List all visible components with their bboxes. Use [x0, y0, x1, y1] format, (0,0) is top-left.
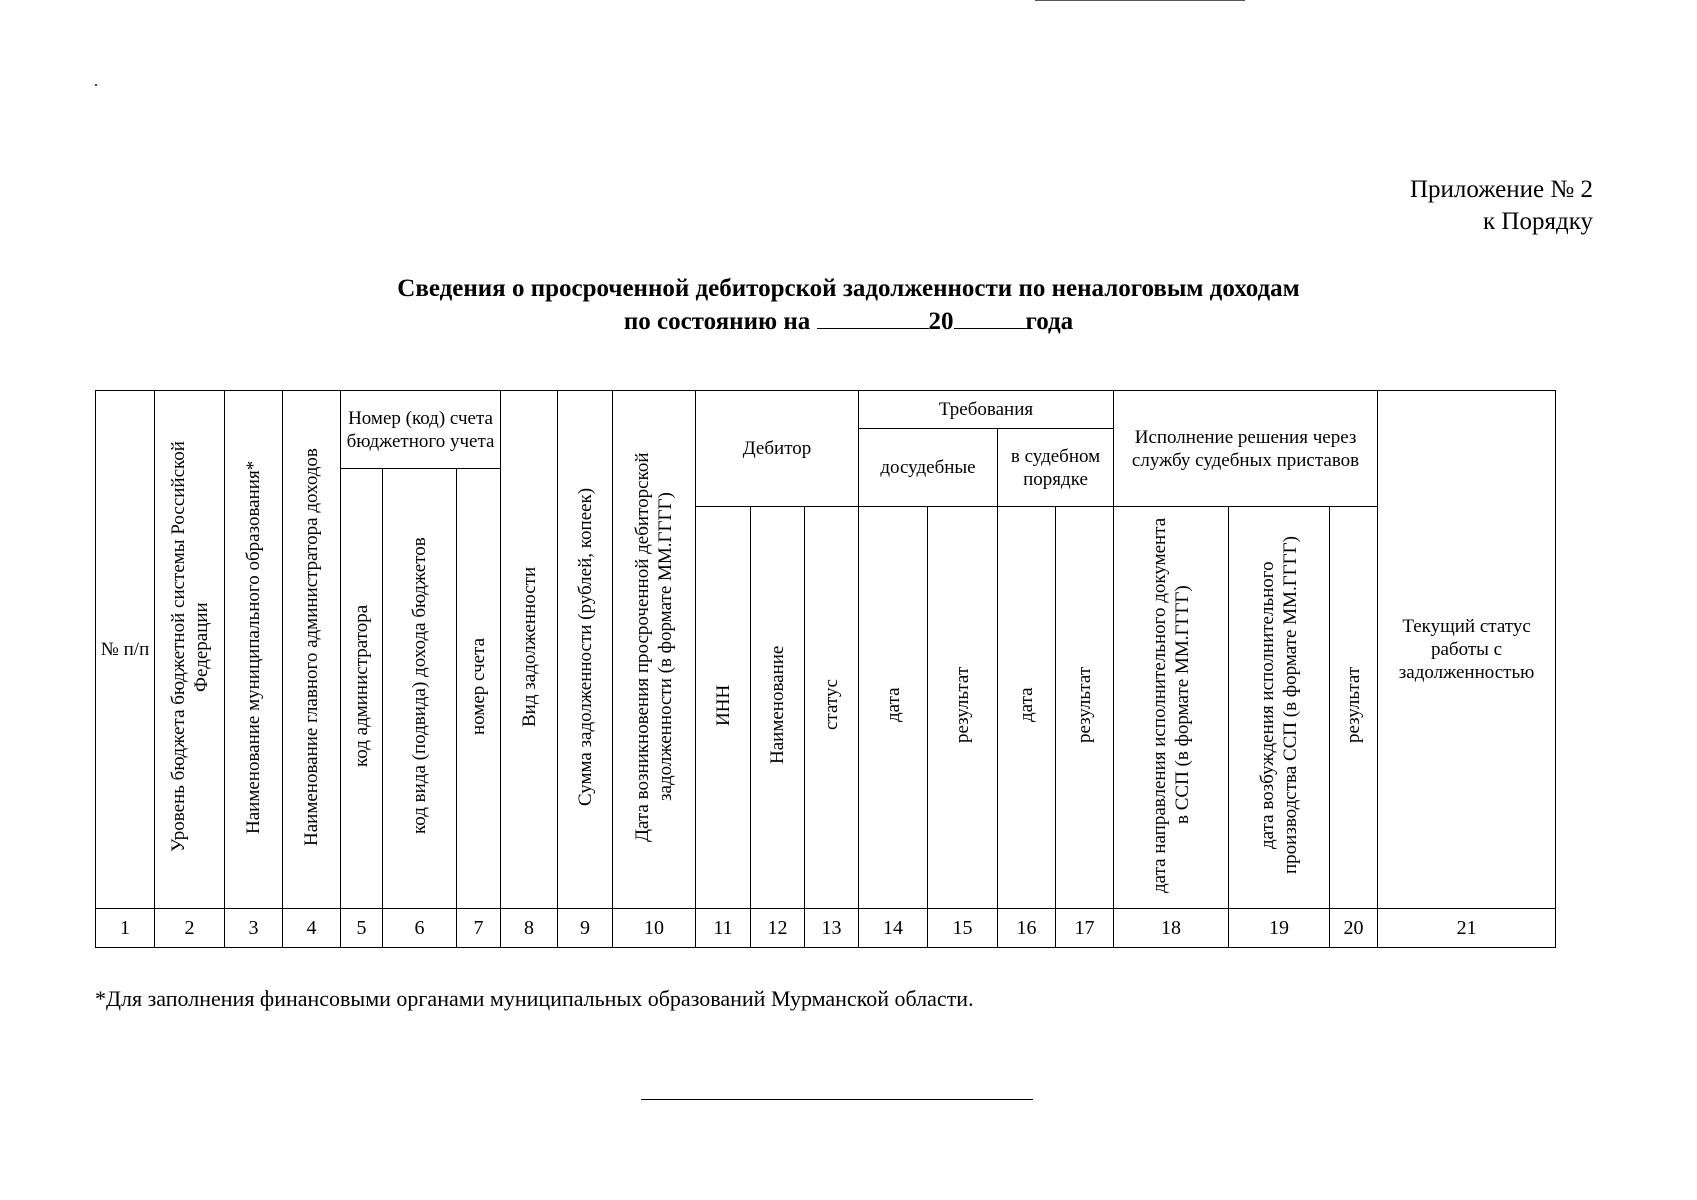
header-account-group: Номер (код) счета бюджетного учета	[341, 391, 501, 469]
title-suffix: года	[1025, 308, 1074, 335]
column-number: 14	[859, 909, 928, 948]
header-judicial-result: результат	[1056, 507, 1114, 909]
closing-line	[641, 1099, 1033, 1100]
header-amount: Сумма задолженности (рублей, копеек)	[558, 391, 613, 909]
title-line-2	[0, 305, 1697, 338]
header-bailiff-result: результат	[1330, 507, 1378, 909]
top-edge-line	[1035, 0, 1245, 1]
year-blank	[954, 308, 1026, 329]
column-number: 2	[155, 909, 225, 948]
appendix-reference: к Порядку	[1483, 208, 1593, 235]
header-budget-level: Уровень бюджета бюджетной системы Российской Федерации	[155, 391, 225, 909]
header-pretrial-result: результат	[928, 507, 998, 909]
document-title	[0, 272, 1697, 338]
header-pretrial: досудебные	[859, 429, 998, 507]
column-number: 15	[928, 909, 998, 948]
header-name: Наименование	[751, 507, 805, 909]
header-bailiff-group: Исполнение решения через службу судебных приставов	[1114, 391, 1378, 507]
column-number: 13	[805, 909, 859, 948]
column-number: 10	[613, 909, 696, 948]
header-judicial: в судебном порядке	[998, 429, 1114, 507]
column-number: 21	[1378, 909, 1556, 948]
column-number: 8	[501, 909, 558, 948]
column-number: 4	[283, 909, 341, 948]
year-prefix: 20	[928, 308, 954, 335]
header-pretrial-date: дата	[859, 507, 928, 909]
column-number: 16	[998, 909, 1056, 948]
column-number: 7	[457, 909, 501, 948]
footnote: *Для заполнения финансовыми органами муниципальных образований Мурманской области.	[95, 986, 974, 1011]
appendix-note	[1410, 174, 1593, 238]
header-admin: Наименование главного администратора доходов	[283, 391, 341, 909]
header-bailiff-started: дата возбуждения исполнительного производства ССП (в формате ММ.ГГГГ)	[1229, 507, 1330, 909]
header-municipality: Наименование муниципального образования*	[225, 391, 283, 909]
debt-report-table	[95, 390, 1556, 948]
header-current-status: Текущий статус работы с задолженностью	[1378, 391, 1556, 909]
header-origin-date: Дата возникновения просроченной дебиторской задолженности (в формате ММ.ГГГГ)	[613, 391, 696, 909]
header-income-code: код вида (подвида) дохода бюджетов	[383, 469, 457, 909]
column-number: 17	[1056, 909, 1114, 948]
header-admin-code: код администратора	[341, 469, 383, 909]
title-line-1: Сведения о просроченной дебиторской задолженности по неналоговым доходам	[397, 275, 1300, 302]
header-judicial-date: дата	[998, 507, 1056, 909]
column-number: 19	[1229, 909, 1330, 948]
column-number: 1	[96, 909, 155, 948]
title-prefix: по состоянию на	[623, 308, 811, 335]
column-number: 12	[751, 909, 805, 948]
header-num: № п/п	[96, 391, 155, 909]
column-number: 11	[696, 909, 751, 948]
header-bailiff-sent: дата направления исполнительного документа в ССП (в формате ММ.ГГГГ)	[1114, 507, 1229, 909]
column-number: 18	[1114, 909, 1229, 948]
column-number: 6	[383, 909, 457, 948]
column-number-row	[96, 909, 1556, 948]
date-blank	[817, 308, 929, 329]
header-inn: ИНН	[696, 507, 751, 909]
header-account-number: номер счета	[457, 469, 501, 909]
column-number: 3	[225, 909, 283, 948]
header-debtor: Дебитор	[696, 391, 859, 507]
header-requirements: Требования	[859, 391, 1114, 429]
header-status: статус	[805, 507, 859, 909]
column-number: 20	[1330, 909, 1378, 948]
header-debt-type: Вид задолженности	[501, 391, 558, 909]
column-number: 9	[558, 909, 613, 948]
scan-speck	[95, 84, 97, 86]
column-number: 5	[341, 909, 383, 948]
appendix-number: Приложение № 2	[1409, 176, 1593, 203]
